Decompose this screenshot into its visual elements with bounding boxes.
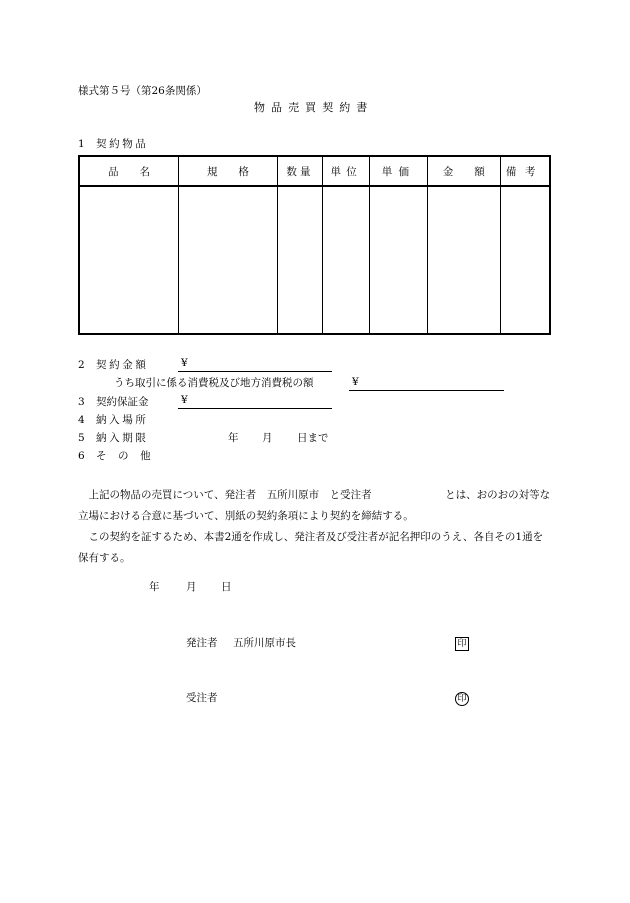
deposit-line[interactable] bbox=[178, 408, 332, 409]
section-5-label: 納入期限 bbox=[96, 432, 149, 444]
section-3-num: 3 bbox=[78, 396, 85, 408]
section-5-num: 5 bbox=[78, 432, 85, 444]
col-header-remarks: 備考 bbox=[500, 156, 550, 186]
section-4-label: 納入場所 bbox=[96, 414, 149, 426]
col-header-spec: 規 格 bbox=[179, 156, 278, 186]
section-6-num: 6 bbox=[78, 450, 85, 462]
body-paragraph-1: 上記の物品の売買について、発注者 五所川原市 と受注者 とは、おのおの対等な立場における合意に基づいて、別紙の契約条項により契約を締結する。 bbox=[78, 489, 551, 522]
col-header-amount: 金 額 bbox=[427, 156, 500, 186]
cell-amount[interactable] bbox=[427, 186, 500, 334]
contract-amount-currency: ¥ bbox=[181, 357, 188, 369]
col-header-quantity: 数量 bbox=[277, 156, 323, 186]
deadline-month: 月 bbox=[262, 432, 273, 444]
cell-spec[interactable] bbox=[179, 186, 278, 334]
tax-amount-line[interactable] bbox=[349, 390, 504, 391]
section-1-num: 1 bbox=[78, 138, 85, 150]
section-2-num: 2 bbox=[78, 359, 85, 371]
col-header-name: 品 名 bbox=[79, 156, 179, 186]
deadline-day: 日まで bbox=[297, 432, 329, 444]
deposit-currency: ¥ bbox=[181, 394, 188, 406]
tax-amount-currency: ¥ bbox=[352, 376, 359, 388]
section-3-label: 契約保証金 bbox=[96, 396, 149, 408]
deadline-year: 年 bbox=[228, 432, 239, 444]
cell-remarks[interactable] bbox=[500, 186, 550, 334]
contract-amount-line[interactable] bbox=[178, 371, 332, 372]
form-number: 様式第５号（第26条関係） bbox=[78, 85, 207, 97]
date-day: 日 bbox=[221, 581, 232, 593]
date-month: 月 bbox=[186, 581, 197, 593]
tax-amount-label: うち取引に係る消費税及び地方消費税の額 bbox=[114, 377, 314, 389]
orderer-label: 発注者 bbox=[186, 637, 218, 649]
cell-unit-price[interactable] bbox=[370, 186, 428, 334]
section-4-num: 4 bbox=[78, 414, 85, 426]
section-1-label: 契約物品 bbox=[96, 138, 149, 150]
col-header-unit-price: 単価 bbox=[370, 156, 428, 186]
table-header-row bbox=[79, 156, 550, 186]
section-2-label: 契約金額 bbox=[96, 359, 149, 371]
document-title: 物品売買契約書 bbox=[254, 101, 374, 114]
body-paragraph-2: この契約を証するため、本書2通を作成し、発注者及び受注者が記名押印のうえ、各自その1通を保有する。 bbox=[78, 531, 544, 564]
date-year: 年 bbox=[149, 581, 160, 593]
cell-unit[interactable] bbox=[323, 186, 370, 334]
orderer-name: 五所川原市長 bbox=[233, 637, 296, 649]
section-6-label: その他 bbox=[96, 450, 163, 462]
cell-quantity[interactable] bbox=[277, 186, 323, 334]
items-table bbox=[78, 155, 551, 335]
col-header-unit: 単位 bbox=[323, 156, 370, 186]
orderer-seal: 印 bbox=[455, 637, 469, 651]
contractor-label: 受注者 bbox=[186, 692, 218, 704]
contractor-seal: 印 bbox=[455, 692, 469, 706]
cell-name[interactable] bbox=[79, 186, 179, 334]
table-body-row bbox=[79, 186, 550, 334]
